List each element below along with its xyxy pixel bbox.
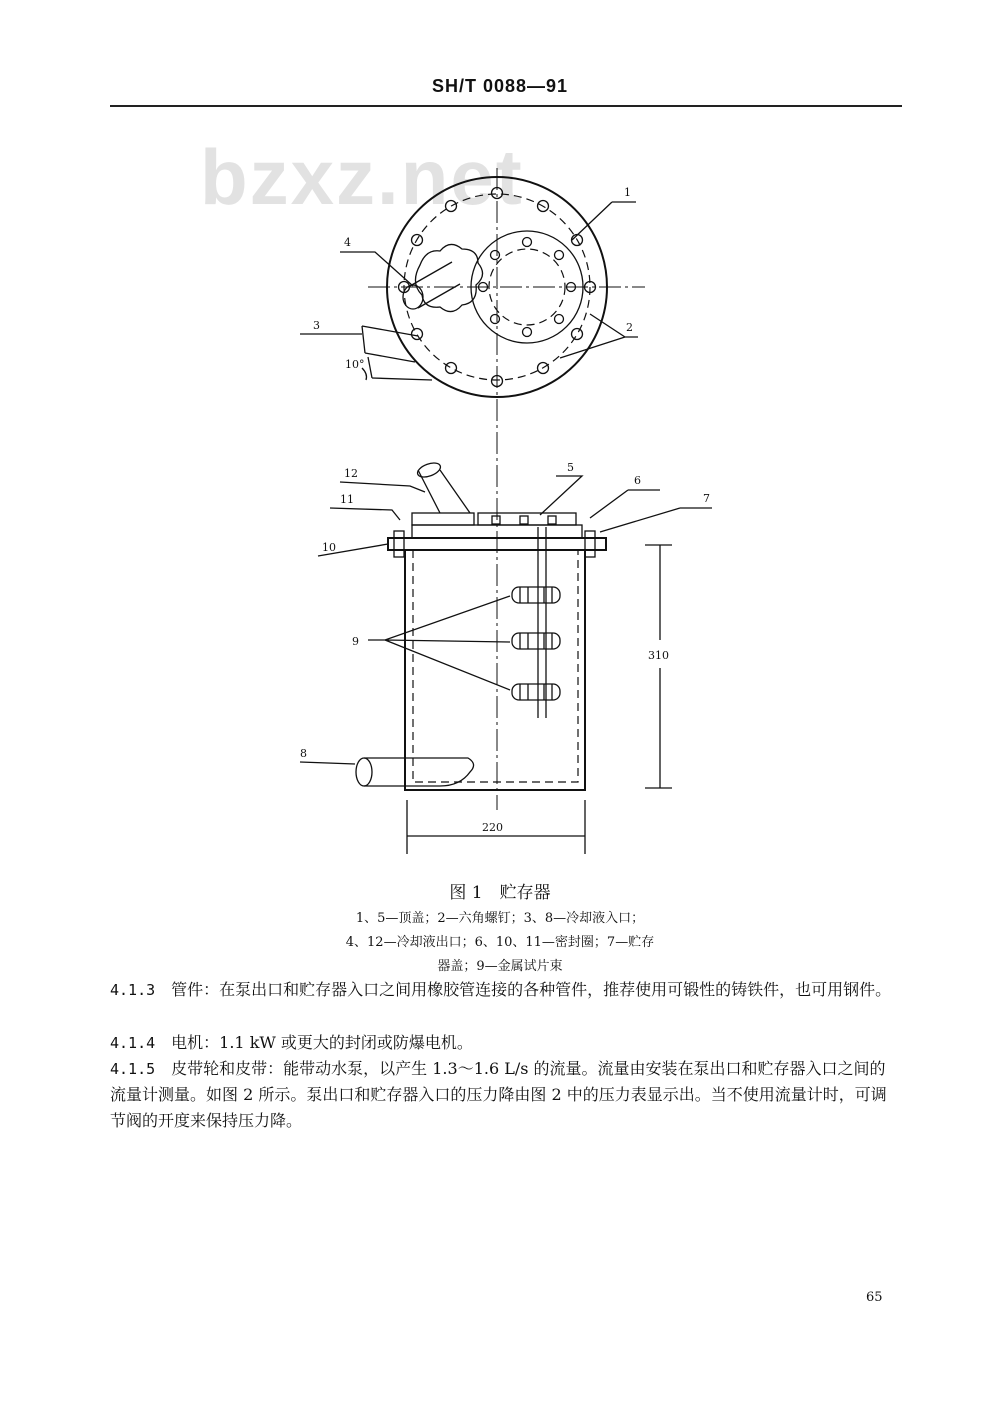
- section-4-1-5: [110, 1056, 900, 1134]
- callout-12: 12: [344, 467, 358, 480]
- section-text: 管件：在泵出口和贮存器入口之间用橡胶管连接的各种管件，推荐使用可锻性的铸铁件，也可用钢件。: [171, 980, 892, 999]
- inlet-pipe: [362, 326, 418, 362]
- section-number: 4.1.3: [110, 981, 156, 999]
- callout-6: 6: [634, 474, 641, 487]
- dimension-width: 220: [482, 821, 503, 834]
- callout-8: 8: [300, 747, 307, 760]
- callout-5: 5: [567, 461, 574, 474]
- section-text: 电机：1.1 kW 或更大的封闭或防爆电机。: [171, 1033, 473, 1052]
- vessel-body: [405, 550, 585, 790]
- figure-legend-line: 4、12—冷却液出口；6、10、11—密封圈；7—贮存: [345, 935, 655, 950]
- top-view: [300, 168, 645, 810]
- page-header-standard-code: SH/T 0088—91: [431, 76, 569, 96]
- side-view: [300, 460, 712, 854]
- section-4-1-4: [110, 1030, 900, 1056]
- callout-3: 3: [313, 319, 320, 332]
- section-number: 4.1.5: [110, 1060, 156, 1078]
- page-number: 65: [866, 1290, 883, 1305]
- figure-legend-line: 器盖；9—金属试片束: [437, 959, 563, 974]
- outlet-pipe-end: [403, 285, 423, 309]
- callout-7: 7: [703, 492, 710, 505]
- callout-11: 11: [340, 493, 354, 506]
- section-text: 皮带轮和皮带：能带动水泵，以产生 1.3～1.6 L/s 的流量。流量由安装在泵出口和贮存器入口之间的流量计测量。如图 2 所示。泵出口和贮存器入口的压力降由图 2 中的压力表显示出。当不使用流量计时，可调节阀的开度来保持压力降。: [110, 1059, 887, 1130]
- section-4-1-3: [110, 977, 900, 1003]
- specimen-bundles: [512, 587, 560, 700]
- inlet-pipe-end: [356, 758, 372, 786]
- callout-4: 4: [344, 236, 351, 249]
- figure-legend-line: 1、5—顶盖；2—六角螺钉；3、8—冷却液入口；: [355, 911, 645, 926]
- callout-10: 10: [322, 541, 336, 554]
- callout-9: 9: [352, 635, 359, 648]
- callout-1: 1: [624, 186, 631, 199]
- dimension-height: 310: [648, 649, 669, 662]
- callout-2: 2: [626, 321, 633, 334]
- watermark: bzxz.net: [200, 133, 524, 221]
- angle-label: 10°: [345, 358, 365, 371]
- section-number: 4.1.4: [110, 1034, 156, 1052]
- figure-title: 图 1 贮存器: [449, 883, 551, 903]
